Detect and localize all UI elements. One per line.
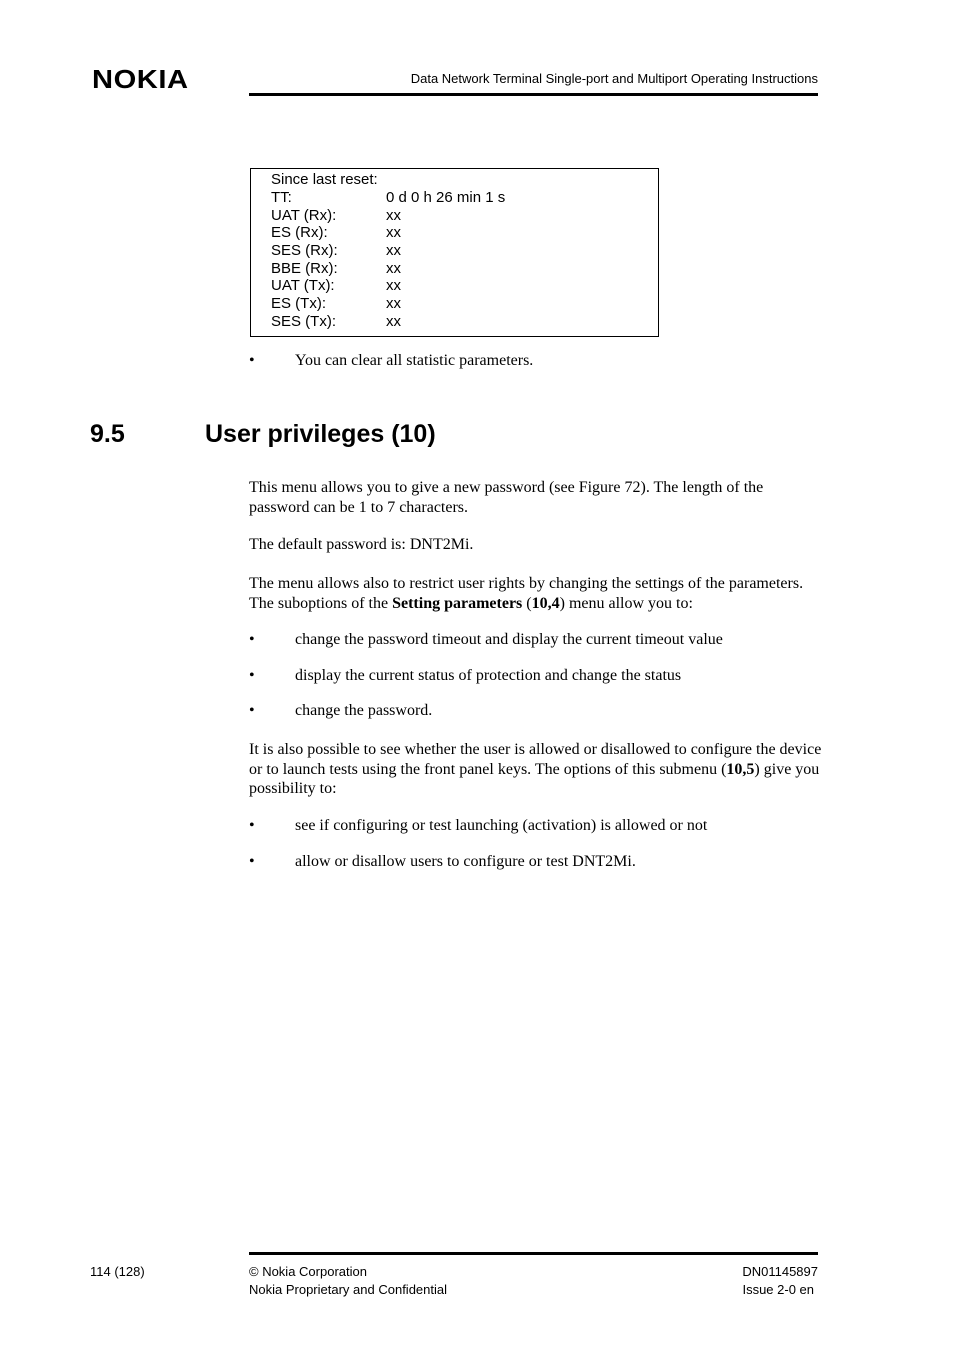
page-number: 114 (128) [90, 1264, 145, 1279]
bullet-marker: • [249, 352, 255, 369]
document-id: DN01145897 [742, 1264, 818, 1279]
stat-row [271, 207, 401, 225]
stat-label: ES (Rx): [271, 224, 328, 241]
nokia-logo: NOKIA [92, 64, 189, 94]
setting-parameters-term: Setting parameters [392, 594, 523, 612]
menu-code: 10,5 [726, 760, 755, 778]
bullet-protection-status: display the current status of protection and change the status [295, 667, 682, 684]
statistics-box [250, 168, 659, 337]
bullet-allow-disallow: allow or disallow users to configure or test DNT2Mi. [295, 853, 636, 870]
paragraph-password-intro: This menu allows you to give a new password (see Figure 72). The length of the password can be 1 to 7 characters. [249, 479, 764, 516]
footer-rule [249, 1252, 818, 1255]
stat-row [271, 313, 401, 331]
bullet-marker: • [249, 702, 255, 719]
paragraph-restrict-rights: The menu allows also to restrict user rights by changing the settings of the parameters. The suboptions of the Setting parameters (10,4) menu allow you to: [249, 575, 804, 612]
stat-label: UAT (Rx): [271, 207, 337, 224]
bullet-marker: • [249, 667, 255, 684]
stat-value: xx [386, 277, 401, 294]
section-number: 9.5 [90, 420, 125, 448]
paragraph-configure-permission: It is also possible to see whether the user is allowed or disallowed to configure the device or to launch tests using the front panel keys. The options of this submenu (10,5) give you possibility to: [249, 741, 822, 797]
stat-row [271, 242, 401, 260]
stat-label: UAT (Tx): [271, 277, 335, 294]
stat-row [271, 295, 401, 313]
stat-row [271, 224, 401, 242]
bullet-change-password: change the password. [295, 702, 433, 719]
header-title: Data Network Terminal Single-port and Multiport Operating Instructions [410, 71, 818, 86]
copyright: © Nokia Corporation [249, 1264, 367, 1279]
stat-value: xx [386, 207, 401, 224]
menu-code: 10,4 [531, 594, 560, 612]
stat-value: xx [386, 313, 401, 330]
stat-value: 0 d 0 h 26 min 1 s [386, 189, 506, 206]
stat-row [271, 277, 401, 295]
bullet-marker: • [249, 631, 255, 648]
stat-label: SES (Rx): [271, 242, 338, 259]
stat-label: SES (Tx): [271, 313, 337, 330]
bullet-password-timeout: change the password timeout and display the current timeout value [295, 631, 723, 648]
stat-label: TT: [271, 189, 292, 206]
header-rule [249, 93, 818, 96]
issue-number: Issue 2-0 en [742, 1282, 814, 1297]
paragraph-default-password: The default password is: DNT2Mi. [249, 536, 474, 553]
stats-heading: Since last reset: [271, 171, 378, 188]
section-title: User privileges (10) [205, 420, 436, 448]
stat-value: xx [386, 224, 401, 241]
stat-value: xx [386, 260, 401, 277]
stat-row [271, 189, 506, 207]
confidential-notice: Nokia Proprietary and Confidential [249, 1282, 447, 1297]
bullet-clear-statistics: You can clear all statistic parameters. [295, 352, 534, 369]
stat-label: ES (Tx): [271, 295, 326, 312]
stat-row [271, 260, 401, 278]
stat-value: xx [386, 242, 401, 259]
bullet-see-configuring: see if configuring or test launching (activation) is allowed or not [295, 817, 708, 834]
bullet-marker: • [249, 853, 255, 870]
stat-label: BBE (Rx): [271, 260, 338, 277]
bullet-marker: • [249, 817, 255, 834]
stat-value: xx [386, 295, 401, 312]
